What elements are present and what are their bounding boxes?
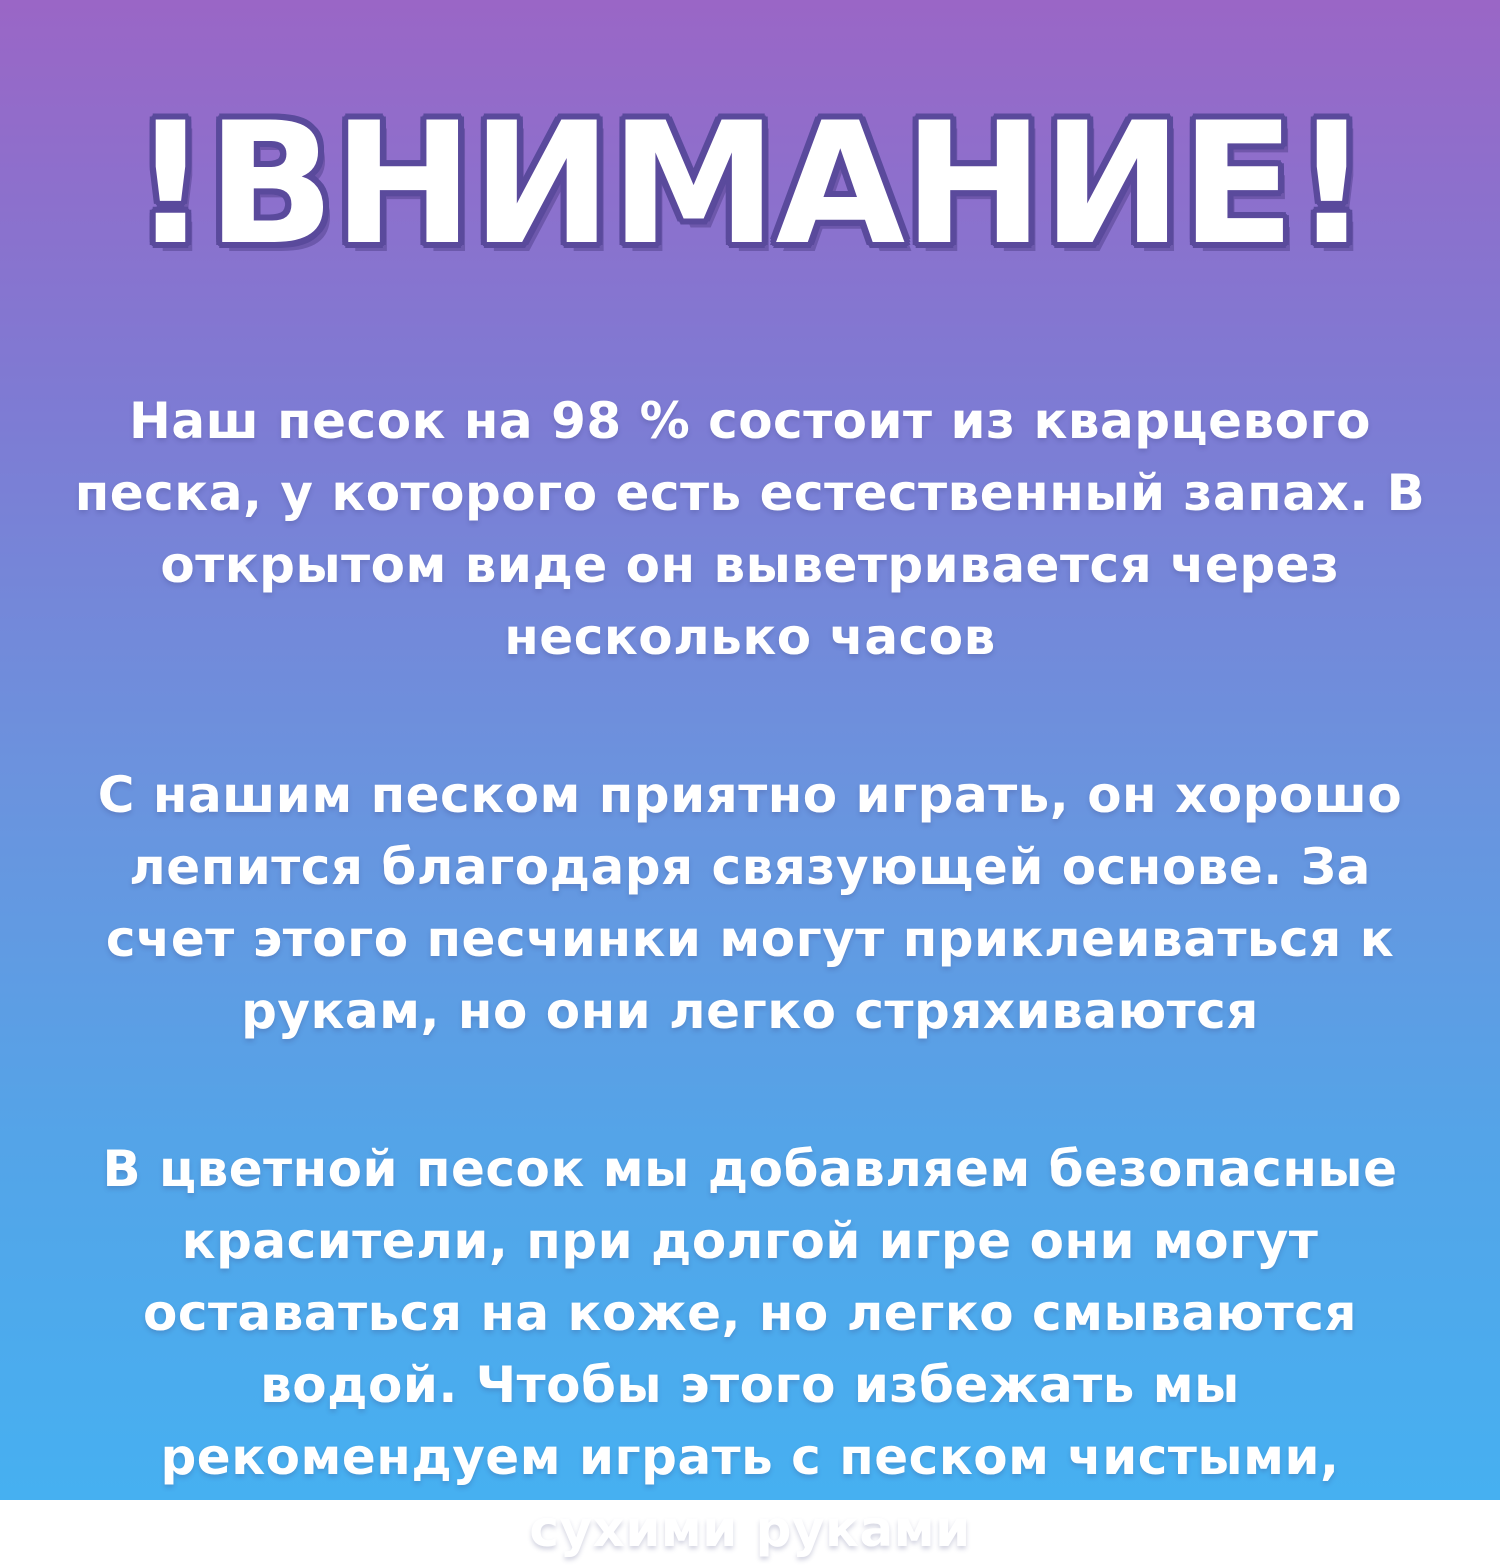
paragraph-colored-sand: В цветной песок мы добавляем безопасные красители, при долгой игре они могут оставаться на коже, но легко смываются водой. Чтобы этого избежать мы рекомендуем играть с песком чистыми, сухими руками [102, 1139, 1398, 1558]
body-text-block [70, 385, 1430, 1565]
paragraph-sand-composition: Наш песок на 98 % состоит из кварцевого песка, у которого есть естественный запах. В открытом виде он выветривается через несколько часов [74, 391, 1426, 666]
paragraph-sand-play: С нашим песком приятно играть, он хорошо лепится благодаря связующей основе. За счет этого песчинки могут приклеиваться к рукам, но они легко стряхиваются [97, 765, 1403, 1040]
attention-title: !ВНИМАНИЕ! [132, 86, 1368, 282]
